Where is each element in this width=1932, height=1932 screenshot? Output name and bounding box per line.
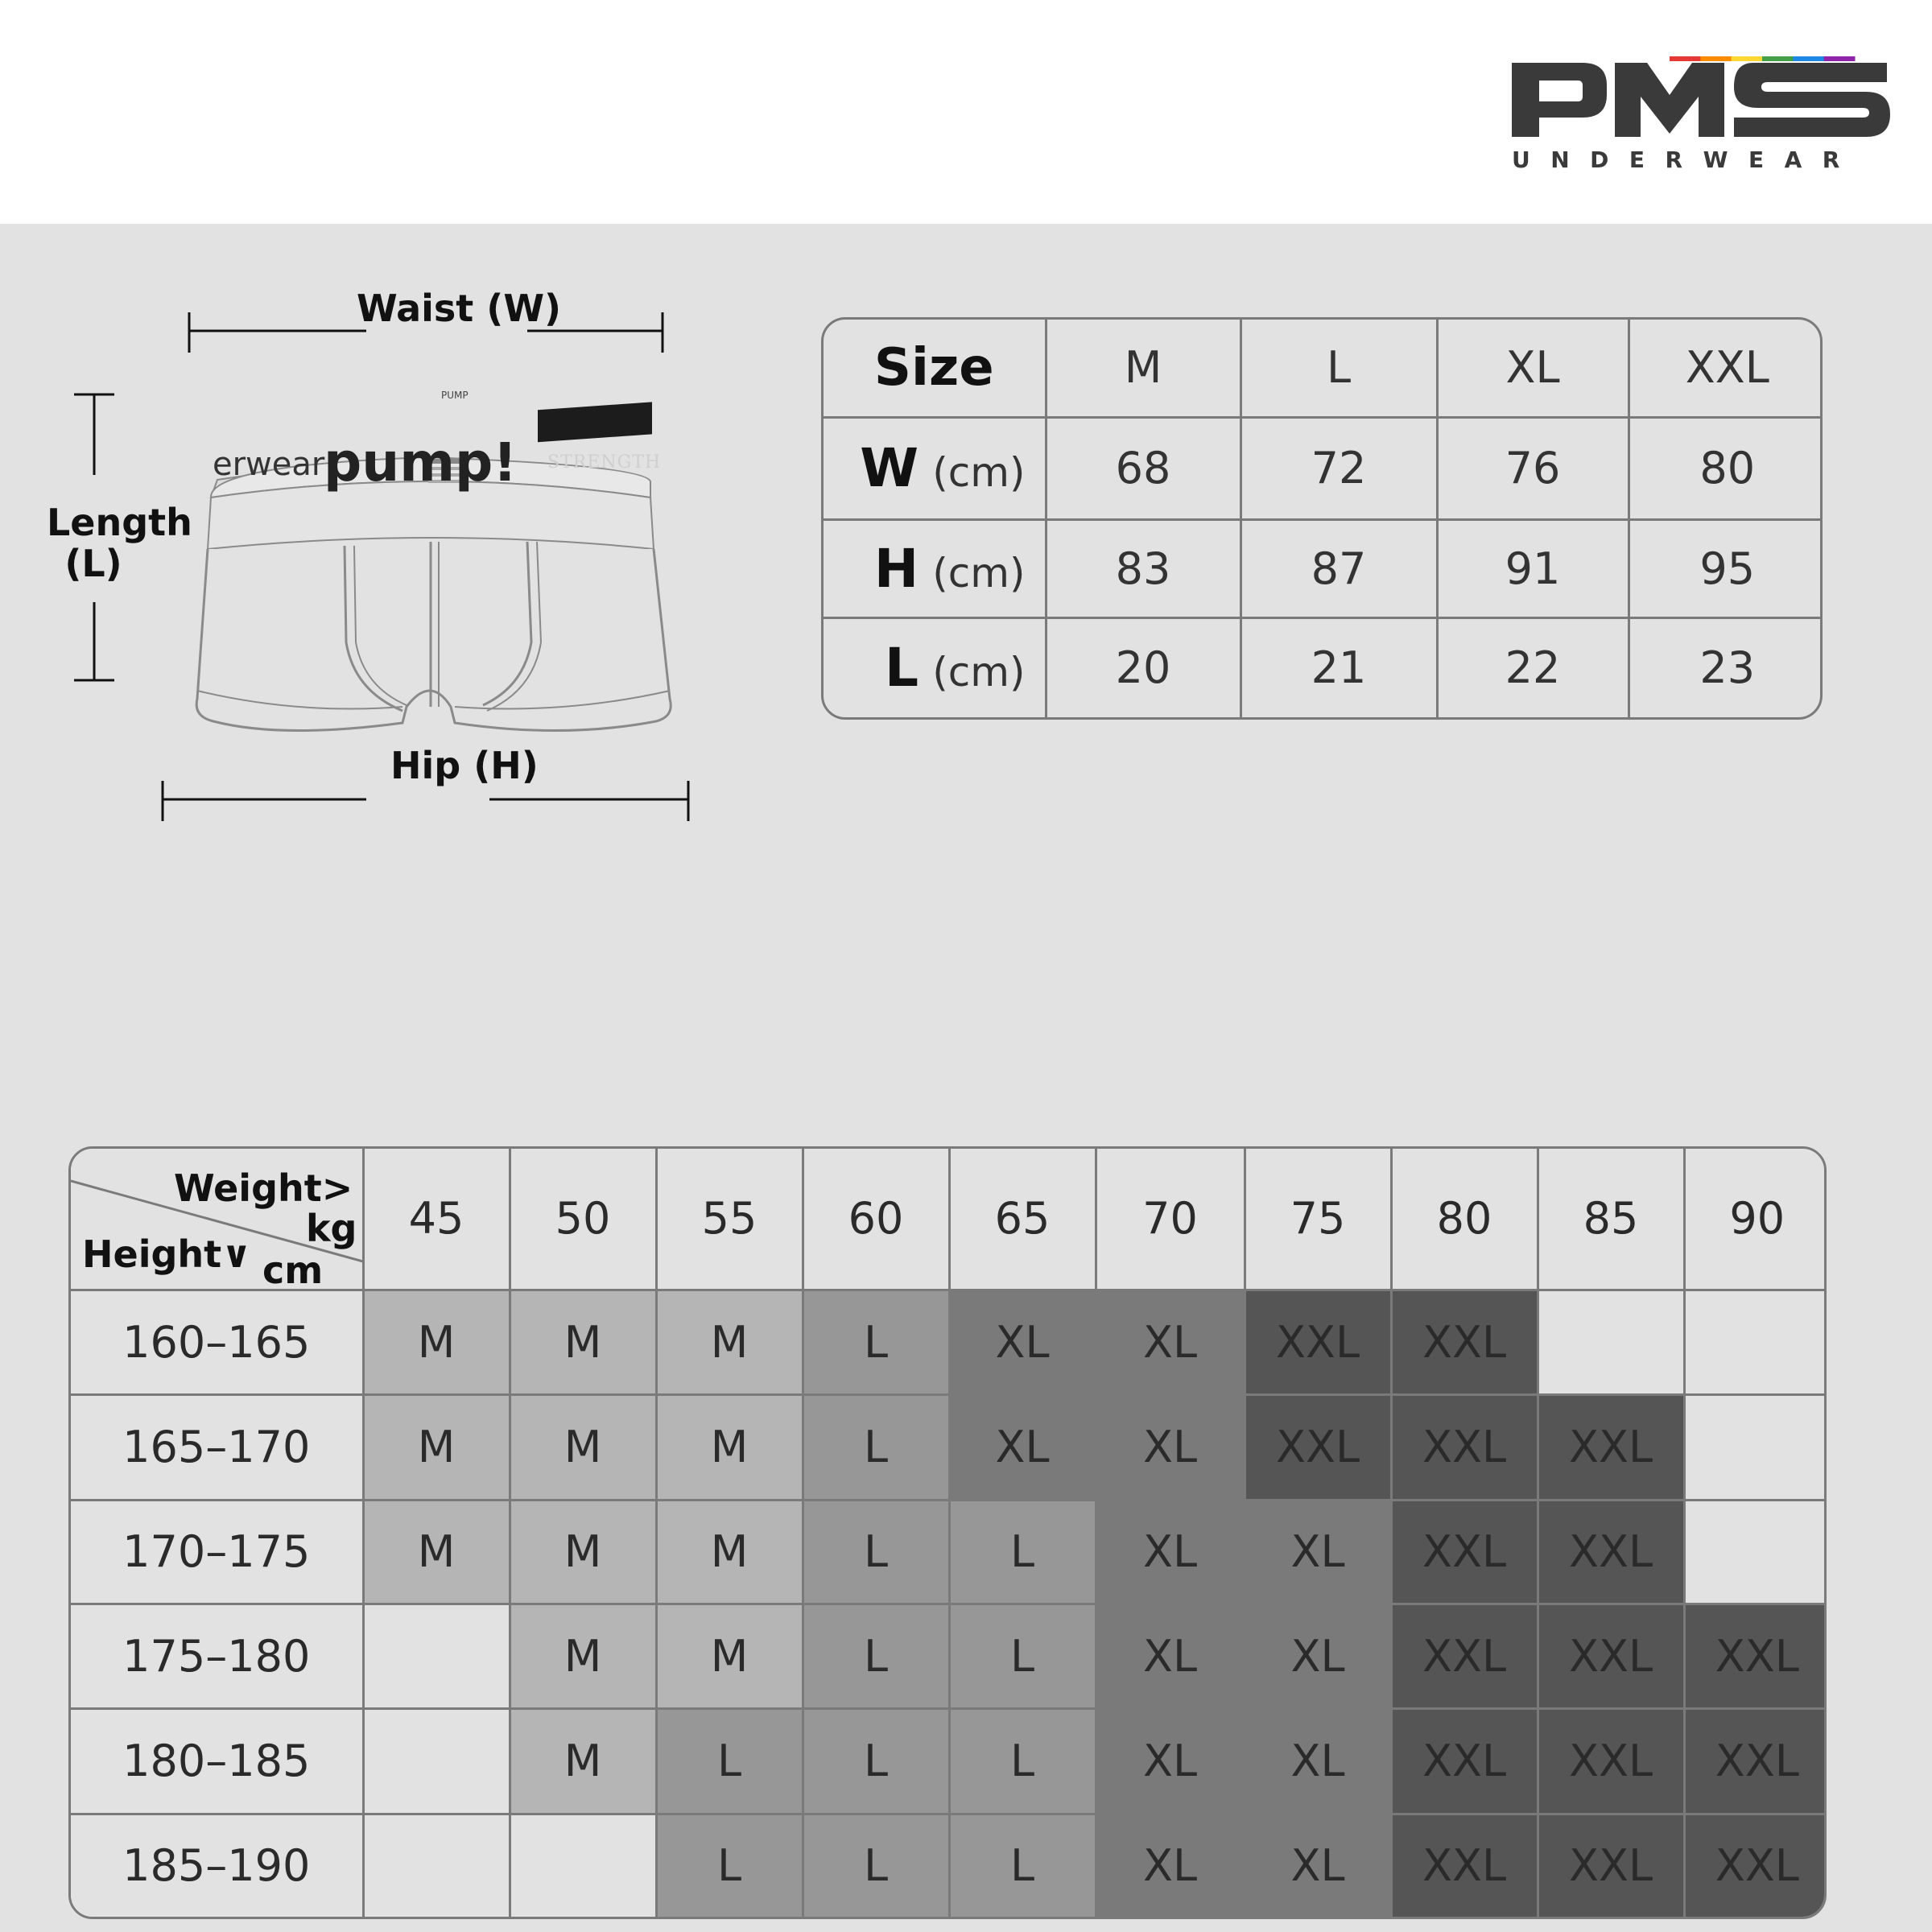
measurement-header-row (824, 320, 1823, 417)
weight-column-header: 50 (510, 1149, 656, 1290)
height-row-label: 160–165 (71, 1290, 363, 1394)
fit-row (71, 1394, 1827, 1500)
header (0, 0, 1932, 224)
measurement-row (824, 519, 1823, 617)
fit-size-cell: L (803, 1604, 949, 1708)
measurement-value: 22 (1437, 617, 1629, 717)
fit-size-cell: XXL (1391, 1814, 1538, 1917)
fit-size-cell: XL (949, 1394, 1096, 1500)
fit-size-cell: XL (949, 1290, 1096, 1394)
fit-size-cell: L (803, 1500, 949, 1604)
fit-size-cell: XXL (1684, 1708, 1827, 1814)
waistband-tag: STRENGTH (547, 452, 662, 473)
fit-size-cell: M (656, 1604, 803, 1708)
weight-column-header: 85 (1538, 1149, 1684, 1290)
rainbow-segment (1824, 56, 1856, 61)
fit-size-cell: XXL (1684, 1814, 1827, 1917)
fit-size-cell: L (803, 1290, 949, 1394)
fit-size-cell: XXL (1391, 1394, 1538, 1500)
measurement-value: 23 (1629, 617, 1823, 717)
rainbow-segment (1793, 56, 1824, 61)
fit-size-cell: XL (1096, 1708, 1245, 1814)
fit-size-cell: XXL (1538, 1500, 1684, 1604)
waist-label: Waist (W) (357, 287, 562, 330)
measurement-value: 95 (1629, 519, 1823, 617)
rainbow-segment (1762, 56, 1794, 61)
fit-size-cell: M (510, 1604, 656, 1708)
fit-size-cell (1684, 1394, 1827, 1500)
weight-column-header: 45 (363, 1149, 510, 1290)
fit-size-cell: XXL (1391, 1708, 1538, 1814)
measurement-row (824, 417, 1823, 519)
length-label-letter: (L) (64, 541, 122, 585)
height-row-label: 185–190 (71, 1814, 363, 1917)
fit-row (71, 1604, 1827, 1708)
measurement-row (824, 617, 1823, 717)
measurement-unit: (cm) (932, 449, 1026, 496)
weight-column-header: 80 (1391, 1149, 1538, 1290)
logo-rainbow-stripe (1670, 56, 1856, 61)
fit-size-cell: M (363, 1394, 510, 1500)
fit-size-cell: M (363, 1500, 510, 1604)
size-column-header: L (1241, 320, 1437, 417)
measurement-row-label (824, 519, 1046, 617)
fit-size-cell: M (656, 1290, 803, 1394)
measurement-value: 72 (1241, 417, 1437, 519)
logo-subtitle: UNDERWEAR (1512, 147, 1860, 173)
rainbow-segment (1700, 56, 1732, 61)
length-label (47, 501, 192, 585)
garment-diagram (0, 224, 773, 868)
measurement-value: 76 (1437, 417, 1629, 519)
measurement-value: 87 (1241, 519, 1437, 617)
fit-size-cell: XL (1245, 1604, 1391, 1708)
fit-size-cell: L (803, 1708, 949, 1814)
measurement-grid (824, 320, 1823, 717)
fit-size-cell (363, 1814, 510, 1917)
waistband-brand: pump! (324, 431, 518, 493)
fit-size-cell: XXL (1391, 1500, 1538, 1604)
fit-size-cell: L (949, 1604, 1096, 1708)
fit-size-cell (510, 1814, 656, 1917)
weight-column-header: 70 (1096, 1149, 1245, 1290)
height-unit-label: cm (262, 1249, 324, 1292)
fit-size-cell: M (656, 1394, 803, 1500)
weight-axis-label: Weight> (174, 1166, 353, 1210)
fit-header-row (71, 1149, 1827, 1290)
height-row-label: 165–170 (71, 1394, 363, 1500)
fit-size-cell: L (949, 1500, 1096, 1604)
weight-unit-label: kg (305, 1207, 357, 1250)
fit-size-cell: XL (1096, 1604, 1245, 1708)
fit-size-cell: XXL (1538, 1814, 1684, 1917)
rainbow-segment (1670, 56, 1701, 61)
measurement-table (821, 317, 1823, 720)
fit-size-cell (1684, 1290, 1827, 1394)
fit-size-cell: L (949, 1708, 1096, 1814)
fit-size-cell: M (656, 1500, 803, 1604)
measurement-row-label (824, 417, 1046, 519)
hip-label: Hip (H) (390, 744, 539, 787)
fit-size-cell: XL (1096, 1394, 1245, 1500)
measurement-value: 21 (1241, 617, 1437, 717)
fit-size-cell: XXL (1391, 1290, 1538, 1394)
garment-label-tag: PUMP (441, 390, 469, 401)
measurement-letter: L (885, 637, 919, 700)
size-column-header: XL (1437, 320, 1629, 417)
fit-size-cell: M (510, 1500, 656, 1604)
fit-size-cell: L (656, 1708, 803, 1814)
length-label-word: Length (47, 501, 192, 544)
size-column-header: XXL (1629, 320, 1823, 417)
weight-column-header: 90 (1684, 1149, 1827, 1290)
fit-size-cell (363, 1708, 510, 1814)
fit-size-cell (363, 1604, 510, 1708)
fit-row (71, 1290, 1827, 1394)
height-row-label: 170–175 (71, 1500, 363, 1604)
measurement-value: 20 (1046, 617, 1241, 717)
fit-size-cell: L (949, 1814, 1096, 1917)
rainbow-segment (1732, 56, 1763, 61)
fit-size-cell: L (803, 1814, 949, 1917)
fit-size-cell: XXL (1391, 1604, 1538, 1708)
weight-column-header: 75 (1245, 1149, 1391, 1290)
fit-size-cell: XL (1096, 1814, 1245, 1917)
measurement-unit: (cm) (932, 649, 1026, 696)
fit-size-cell: XXL (1684, 1604, 1827, 1708)
measurement-unit: (cm) (932, 549, 1026, 597)
fit-chart (68, 1146, 1827, 1919)
measurement-value: 80 (1629, 417, 1823, 519)
height-row-label: 180–185 (71, 1708, 363, 1814)
height-row-label: 175–180 (71, 1604, 363, 1708)
fit-size-cell: XXL (1538, 1394, 1684, 1500)
fit-size-cell (1684, 1500, 1827, 1604)
weight-column-header: 55 (656, 1149, 803, 1290)
fit-size-cell: L (656, 1814, 803, 1917)
fit-corner-header (71, 1149, 363, 1290)
measurement-letter: W (860, 437, 919, 499)
fit-row (71, 1814, 1827, 1917)
fit-size-cell: XL (1245, 1500, 1391, 1604)
fit-size-cell: M (363, 1290, 510, 1394)
waistband-text: erwear (213, 446, 325, 483)
fit-size-cell (1538, 1290, 1684, 1394)
fit-size-cell: XL (1245, 1708, 1391, 1814)
weight-column-header: 60 (803, 1149, 949, 1290)
fit-size-cell: M (510, 1394, 656, 1500)
fit-size-cell: L (803, 1394, 949, 1500)
measurement-value: 83 (1046, 519, 1241, 617)
fit-row (71, 1708, 1827, 1814)
fit-chart-grid (71, 1149, 1827, 1917)
fit-size-cell: M (510, 1708, 656, 1814)
fit-size-cell: XXL (1245, 1394, 1391, 1500)
fit-size-cell: XXL (1538, 1708, 1684, 1814)
measurement-row-label (824, 617, 1046, 717)
weight-column-header: 65 (949, 1149, 1096, 1290)
size-header: Size (824, 320, 1046, 417)
brand-logo (1512, 56, 1890, 177)
fit-size-cell: XL (1096, 1290, 1245, 1394)
fit-size-cell: XL (1245, 1814, 1391, 1917)
logo-wordmark (1512, 56, 1890, 141)
fit-row (71, 1500, 1827, 1604)
measurement-letter: H (873, 537, 919, 600)
measurement-value: 91 (1437, 519, 1629, 617)
measurement-value: 68 (1046, 417, 1241, 519)
fit-size-cell: XXL (1245, 1290, 1391, 1394)
fit-size-cell: XL (1096, 1500, 1245, 1604)
fit-size-cell: M (510, 1290, 656, 1394)
fit-size-cell: XXL (1538, 1604, 1684, 1708)
size-column-header: M (1046, 320, 1241, 417)
height-axis-label: Height∨ (82, 1232, 252, 1276)
